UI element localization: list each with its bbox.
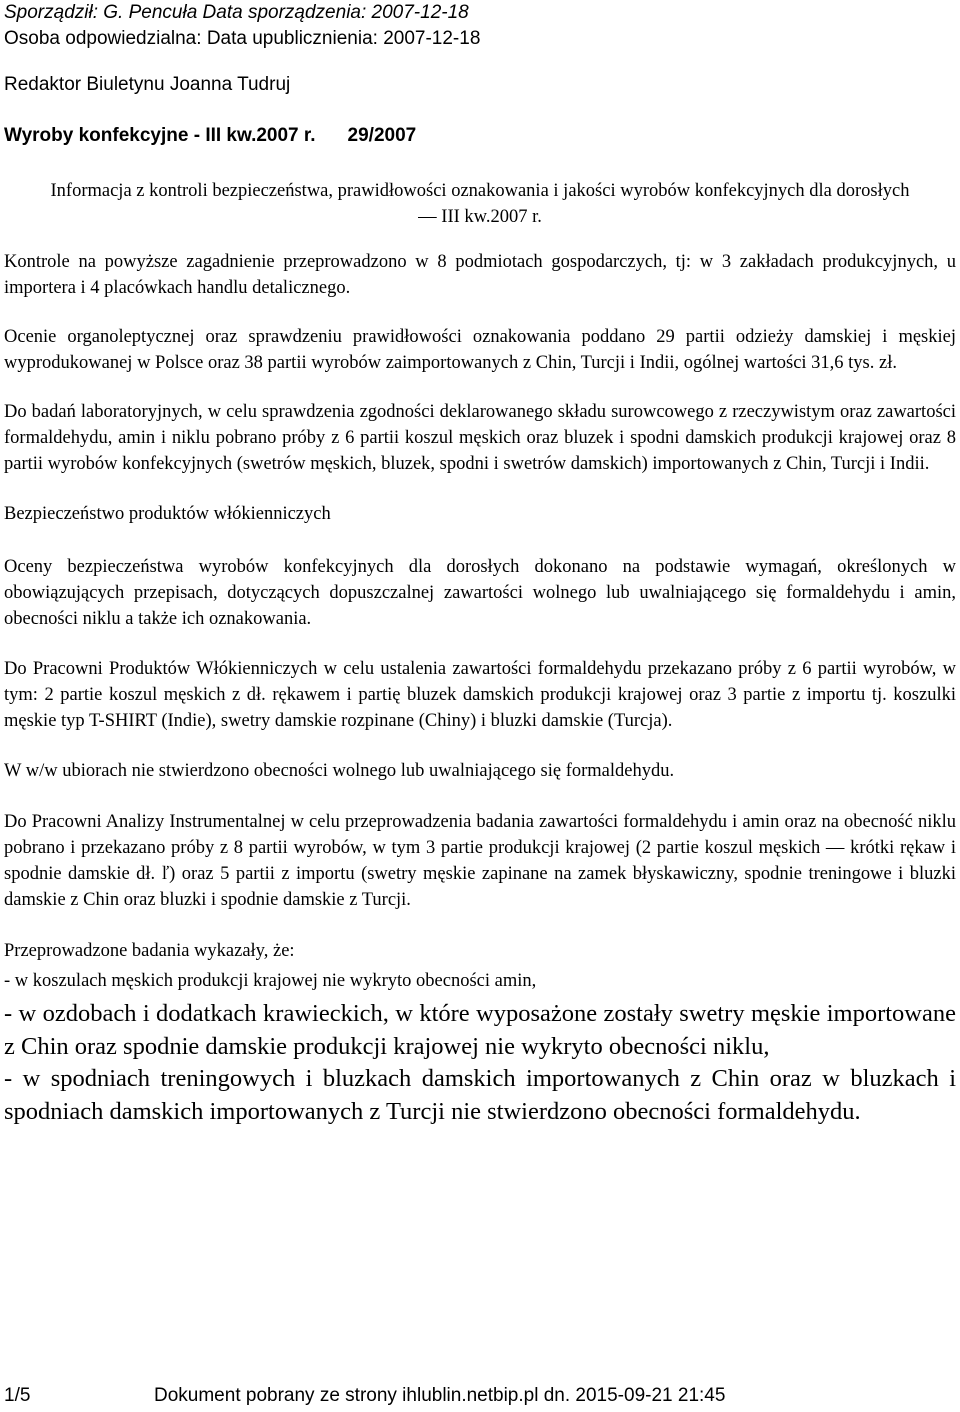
page-number: 1/5: [4, 1385, 31, 1406]
document-footer: [4, 1383, 725, 1409]
document-header: [4, 0, 480, 149]
paragraph-1: Kontrole na powyższe zagadnienie przeprowadzono w 8 podmiotach gospodarczych, tj: w 3 zakładach produkcyjnych, u importera i 4 placówkach handlu detalicznego.: [4, 252, 956, 298]
creation-date-label: Data sporządzenia: 2007-12-18: [202, 2, 469, 23]
author-label: Sporządził: G. Pencuła: [4, 2, 198, 23]
paragraph-2: Ocenie organoleptycznej oraz sprawdzeniu prawidłowości oznakowania poddano 29 partii odzieży damskiej i męskiej wyprodukowanej w Polsce oraz 38 partii wyrobów zaimportowanych z Chin, Turcji i Indii, ogólnej wartości 31,6 tys. zł.: [4, 327, 956, 373]
document-subtitle: Informacja z kontroli bezpieczeństwa, prawidłowości oznakowania i jakości wyrobów konfekcyjnych dla dorosłych — III kw.2007 r.: [50, 181, 910, 227]
document-number: 29/2007: [347, 125, 417, 146]
document-body: [4, 178, 956, 1128]
responsible-label: Osoba odpowiedzialna:: [4, 28, 202, 49]
paragraph-3: Do badań laboratoryjnych, w celu sprawdzenia zgodności deklarowanego składu surowcowego z rzeczywistym oraz zawartości formaldehydu, amin i niklu pobrano próby z 6 partii koszul męskich oraz bluzek i spodni damskich produkcji krajowej oraz 8 partii wyrobów konfekcyjnych (swetrów męskich, bluzek, spodni i swetrów damskich) importowanych z Chin, Turcji i Indii.: [4, 402, 956, 474]
finding-item-3: - w spodniach treningowych i bluzkach damskich importowanych z Chin oraz w bluzkach i spodniach damskich importowanych z Turcji nie stwierdzono obecności formaldehydu.: [4, 1065, 956, 1125]
finding-item-2: - w ozdobach i dodatkach krawieckich, w które wyposażone zostały swetry męskie importowane z Chin oraz spodnie damskie produkcji krajowej nie wykryto obecności niklu,: [4, 1000, 956, 1060]
paragraph-5: Do Pracowni Produktów Włókienniczych w celu ustalenia zawartości formaldehydu przekazano próby z 6 partii wyrobów, w tym: 2 partie koszul męskich z dł. rękawem i partię bluzek damskich produkcji krajowej oraz 3 partie z importu tj. koszulki męskie typ T-SHIRT (Indie), swetry damskie rozpinane (Chiny) i bluzki damskie (Turcja).: [4, 659, 956, 731]
section-heading: Bezpieczeństwo produktów włókienniczych: [4, 504, 331, 524]
download-source: Dokument pobrany ze strony ihlublin.netbip.pl dn. 2015-09-21 21:45: [154, 1385, 726, 1406]
document-title-line: [4, 123, 480, 149]
editor-line: Redaktor Biuletynu Joanna Tudruj: [4, 74, 291, 95]
finding-item-1: - w koszulach męskich produkcji krajowej nie wykryto obecności amin,: [4, 971, 537, 991]
paragraph-6: W w/w ubiorach nie stwierdzono obecności wolnego lub uwalniającego się formaldehydu.: [4, 761, 675, 781]
publication-date-label: Data upublicznienia: 2007-12-18: [206, 28, 481, 49]
document-title: Wyroby konfekcyjne - III kw.2007 r.: [4, 125, 316, 146]
findings-intro: Przeprowadzone badania wykazały, że:: [4, 941, 295, 961]
paragraph-4: Oceny bezpieczeństwa wyrobów konfekcyjnych dla dorosłych dokonano na podstawie wymagań, określonych w obowiązujących przepisach, dotyczących dopuszczalnej zawartości wolnego lub uwalniającego się formaldehydu i amin, obecności niklu a także ich oznakowania.: [4, 557, 956, 629]
author-line: [4, 0, 480, 26]
responsible-line: [4, 26, 480, 52]
paragraph-7: Do Pracowni Analizy Instrumentalnej w celu przeprowadzenia badania zawartości formaldehydu i amin oraz na obecność niklu pobrano i przekazano próby z 8 partii wyrobów, w tym 3 partie produkcji krajowej (2 partie koszul męskich — krótki rękaw i spodnie damskie dł. ľ) oraz 5 partii z importu (swetry męskie zapinane na zamek błyskawiczny, spodnie treningowe i bluzki damskie z Chin oraz bluzki i spodnie damskie z Turcji.: [4, 812, 956, 910]
